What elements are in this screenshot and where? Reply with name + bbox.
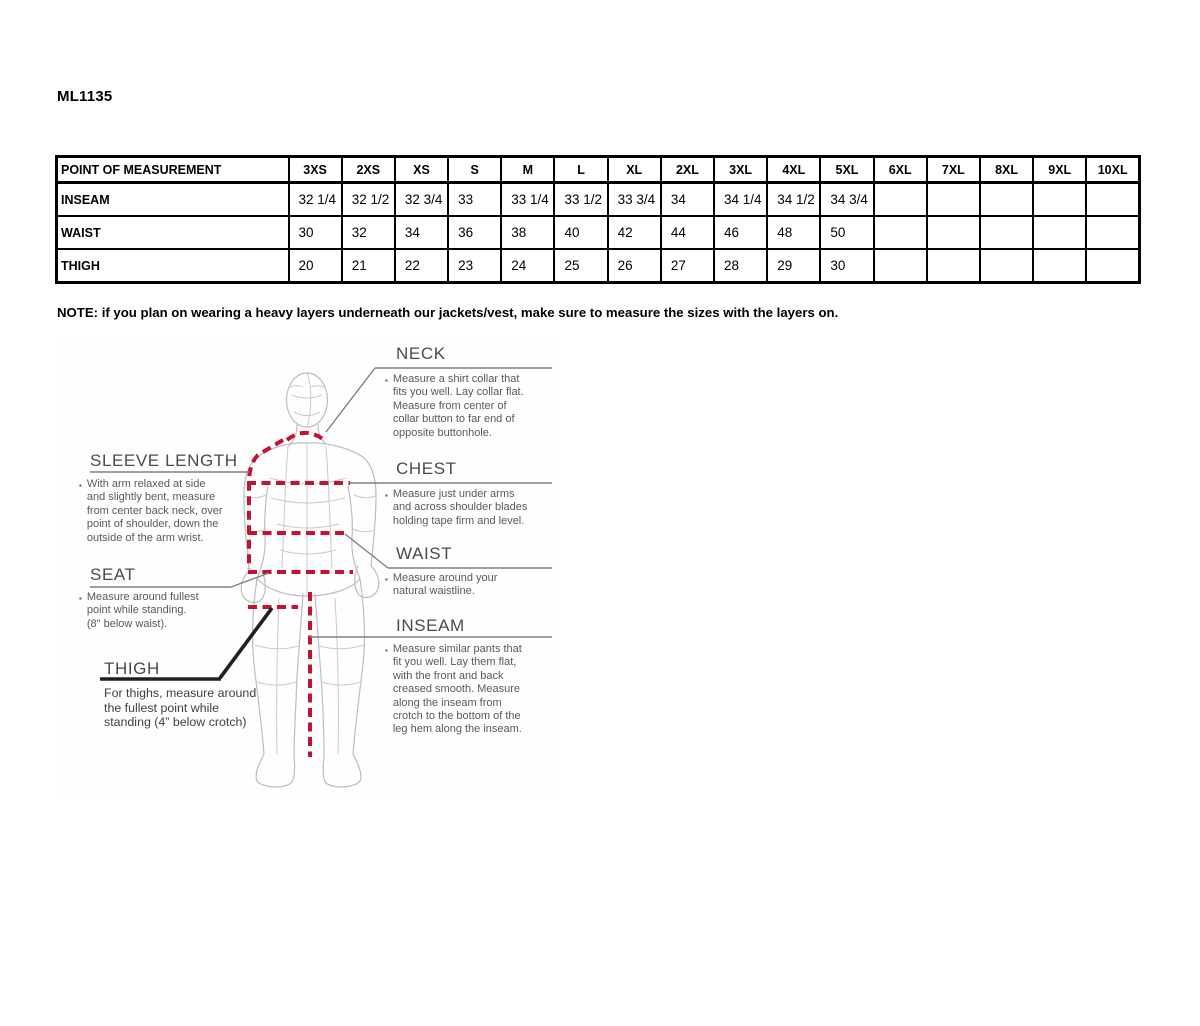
column-header-size: S bbox=[448, 157, 501, 183]
neck-label: NECK bbox=[396, 344, 446, 363]
thigh-label: THIGH bbox=[104, 659, 160, 678]
column-header-size: 2XS bbox=[342, 157, 395, 183]
seat-instructions bbox=[79, 591, 199, 631]
text-line: Measure just under arms bbox=[392, 488, 515, 500]
column-header-size: 9XL bbox=[1033, 157, 1086, 183]
size-cell: 29 bbox=[767, 249, 820, 283]
column-header-size: 3XS bbox=[289, 157, 342, 183]
size-cell: 34 3/4 bbox=[820, 183, 873, 217]
bullet-square-icon: ▪ bbox=[385, 646, 388, 655]
size-cell: 22 bbox=[395, 249, 448, 283]
bullet-square-icon: ▪ bbox=[385, 491, 388, 500]
column-header-size: 3XL bbox=[714, 157, 767, 183]
column-header-point-of-measurement: POINT OF MEASUREMENT bbox=[57, 157, 289, 183]
size-cell: 25 bbox=[554, 249, 607, 283]
text-line: natural waistline. bbox=[392, 585, 475, 598]
neck-pointer-line bbox=[326, 368, 375, 432]
text-line: and slightly bent, measure bbox=[86, 491, 216, 504]
column-header-size: XL bbox=[608, 157, 661, 183]
size-cell: 33 1/4 bbox=[501, 183, 554, 217]
row-label: WAIST bbox=[57, 216, 289, 249]
text-line: point while standing. bbox=[86, 604, 187, 617]
text-line: Measure around your bbox=[392, 572, 498, 584]
size-cell: 34 1/4 bbox=[714, 183, 767, 217]
size-cell: 32 1/4 bbox=[289, 183, 342, 217]
size-chart-table bbox=[55, 155, 1141, 284]
thigh-pointer-line bbox=[220, 608, 272, 678]
text-line: Measure around fullest bbox=[86, 591, 199, 603]
column-header-size: 4XL bbox=[767, 157, 820, 183]
neck-instructions bbox=[385, 373, 524, 440]
size-cell: 23 bbox=[448, 249, 501, 283]
size-cell: 24 bbox=[501, 249, 554, 283]
note: NOTE: if you plan on wearing a heavy layers underneath our jackets/vest, make sure to measure the sizes with the layers on. bbox=[57, 305, 839, 320]
chest-instructions bbox=[385, 488, 527, 528]
size-cell bbox=[1033, 216, 1086, 249]
chest-label: CHEST bbox=[396, 459, 457, 478]
size-cell: 30 bbox=[289, 216, 342, 249]
column-header-size: 10XL bbox=[1086, 157, 1139, 183]
size-cell: 36 bbox=[448, 216, 501, 249]
text-line: (8" below waist). bbox=[86, 617, 168, 630]
column-header-size: M bbox=[501, 157, 554, 183]
neck-measure-line bbox=[287, 433, 324, 440]
size-cell: 32 1/2 bbox=[342, 183, 395, 217]
text-line: creased smooth. Measure bbox=[392, 683, 521, 696]
table-row-thigh bbox=[57, 249, 1140, 283]
column-header-size: 8XL bbox=[980, 157, 1033, 183]
column-header-size: 6XL bbox=[874, 157, 927, 183]
size-cell bbox=[1033, 183, 1086, 217]
size-cell bbox=[874, 216, 927, 249]
bullet-square-icon: ▪ bbox=[79, 594, 82, 603]
size-cell: 33 3/4 bbox=[608, 183, 661, 217]
text-line: Measure from center of bbox=[392, 399, 507, 412]
size-cell: 26 bbox=[608, 249, 661, 283]
size-cell: 32 bbox=[342, 216, 395, 249]
size-cell: 50 bbox=[820, 216, 873, 249]
size-cell: 21 bbox=[342, 249, 395, 283]
size-cell bbox=[980, 249, 1033, 283]
text-line: Measure a shirt collar that bbox=[392, 373, 520, 385]
size-cell: 32 3/4 bbox=[395, 183, 448, 217]
size-cell: 28 bbox=[714, 249, 767, 283]
text-line: outside of the arm wrist. bbox=[86, 531, 204, 544]
size-cell bbox=[1086, 183, 1139, 217]
thigh-instructions bbox=[104, 686, 256, 730]
size-cell: 20 bbox=[289, 249, 342, 283]
column-header-size: L bbox=[554, 157, 607, 183]
text-line: For thighs, measure around bbox=[104, 686, 257, 700]
size-cell: 30 bbox=[820, 249, 873, 283]
text-line: the fullest point while bbox=[104, 700, 220, 715]
size-cell bbox=[874, 249, 927, 283]
size-cell: 40 bbox=[554, 216, 607, 249]
text-line: opposite buttonhole. bbox=[392, 426, 492, 439]
text-line: holding tape firm and level. bbox=[392, 514, 525, 527]
column-header-size: 2XL bbox=[661, 157, 714, 183]
size-cell: 34 bbox=[661, 183, 714, 217]
size-cell bbox=[927, 216, 980, 249]
size-cell bbox=[980, 216, 1033, 249]
seat-label: SEAT bbox=[90, 565, 136, 584]
table-row-waist bbox=[57, 216, 1140, 249]
size-cell: 27 bbox=[661, 249, 714, 283]
column-header-size: XS bbox=[395, 157, 448, 183]
sleeve-length-instructions bbox=[79, 478, 223, 545]
row-label: INSEAM bbox=[57, 183, 289, 217]
bullet-square-icon: ▪ bbox=[385, 376, 388, 385]
bullet-square-icon: ▪ bbox=[79, 481, 82, 490]
page-title: ML1135 bbox=[57, 88, 113, 105]
size-cell bbox=[927, 183, 980, 217]
table-header-row bbox=[57, 157, 1140, 183]
size-cell: 38 bbox=[501, 216, 554, 249]
sleeve-length-label: SLEEVE LENGTH bbox=[90, 451, 238, 470]
size-cell bbox=[1086, 249, 1139, 283]
inseam-instructions bbox=[385, 643, 522, 737]
size-cell bbox=[980, 183, 1033, 217]
text-line: standing (4” below crotch) bbox=[104, 715, 247, 730]
measurement-diagram bbox=[60, 340, 560, 800]
size-cell: 48 bbox=[767, 216, 820, 249]
text-line: leg hem along the inseam. bbox=[392, 723, 522, 736]
size-cell: 34 1/2 bbox=[767, 183, 820, 217]
text-line: fit you well. Lay them flat, bbox=[392, 656, 517, 669]
text-line: with the front and back bbox=[392, 669, 504, 682]
table-row-inseam bbox=[57, 183, 1140, 217]
bullet-square-icon: ▪ bbox=[385, 575, 388, 584]
size-cell: 44 bbox=[661, 216, 714, 249]
waist-instructions bbox=[385, 572, 497, 599]
size-cell: 34 bbox=[395, 216, 448, 249]
column-header-size: 5XL bbox=[820, 157, 873, 183]
text-line: collar button to far end of bbox=[392, 413, 515, 426]
text-line: point of shoulder, down the bbox=[86, 518, 219, 531]
column-header-size: 7XL bbox=[927, 157, 980, 183]
text-line: With arm relaxed at side bbox=[86, 478, 206, 490]
text-line: from center back neck, over bbox=[86, 504, 223, 517]
inseam-label: INSEAM bbox=[396, 616, 465, 635]
text-line: Measure similar pants that bbox=[392, 643, 522, 655]
waist-label: WAIST bbox=[396, 544, 453, 563]
size-cell: 33 1/2 bbox=[554, 183, 607, 217]
size-cell: 33 bbox=[448, 183, 501, 217]
row-label: THIGH bbox=[57, 249, 289, 283]
size-cell: 46 bbox=[714, 216, 767, 249]
text-line: along the inseam from bbox=[392, 696, 502, 709]
size-cell bbox=[1033, 249, 1086, 283]
size-cell: 42 bbox=[608, 216, 661, 249]
text-line: and across shoulder blades bbox=[392, 501, 528, 514]
size-cell bbox=[927, 249, 980, 283]
waist-pointer-line bbox=[345, 534, 388, 568]
size-cell bbox=[1086, 216, 1139, 249]
text-line: fits you well. Lay collar flat. bbox=[392, 386, 524, 399]
size-cell bbox=[874, 183, 927, 217]
text-line: crotch to the bottom of the bbox=[392, 710, 521, 723]
